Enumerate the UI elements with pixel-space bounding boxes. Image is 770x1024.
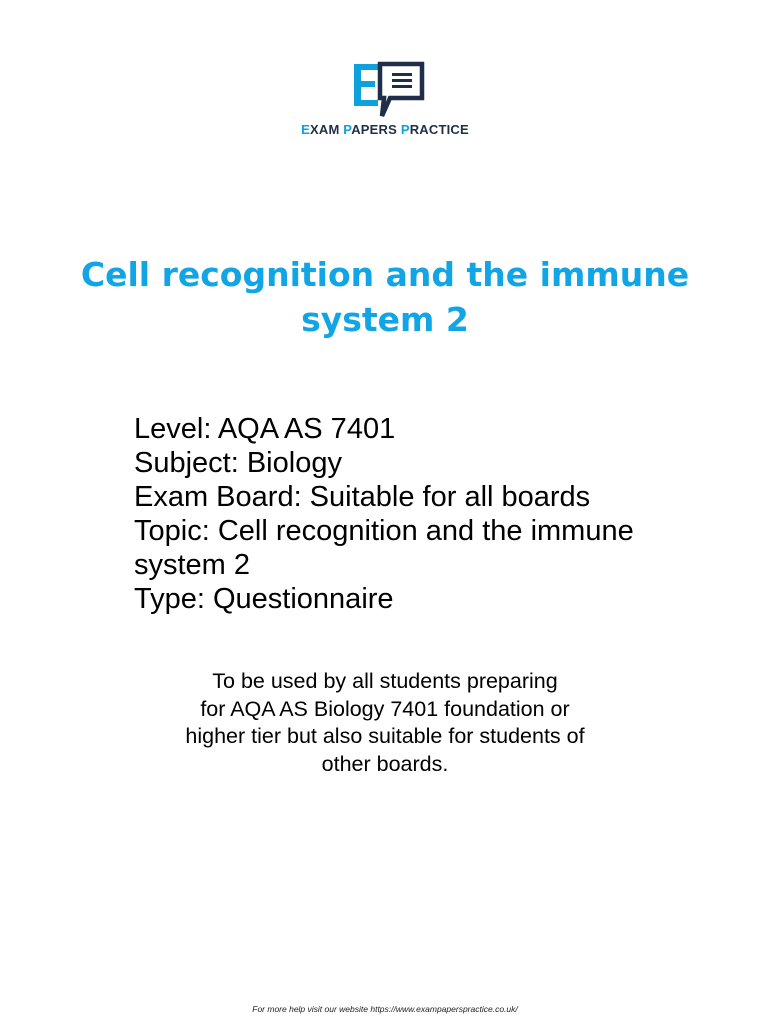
detail-topic: Topic: Cell recognition and the immune xyxy=(134,515,634,547)
usage-note-line-2: for AQA AS Biology 7401 foundation or xyxy=(200,696,570,721)
usage-note-line-4: other boards. xyxy=(321,751,449,776)
footer-website-note: For more help visit our website https://www.exampaperspractice.co.uk/ xyxy=(252,1004,518,1014)
speech-bubble-document-icon xyxy=(340,58,430,120)
usage-note-line-3: higher tier but also suitable for students of xyxy=(185,724,585,748)
brand-letter-p2: P xyxy=(400,122,410,137)
brand-letter-e: E xyxy=(301,122,310,137)
detail-level: Level: AQA AS 7401 xyxy=(134,413,396,445)
document-title xyxy=(40,252,730,342)
detail-topic-continued: system 2 xyxy=(134,549,251,581)
brand-word-practice: RACTICE xyxy=(409,122,469,137)
detail-type: Type: Questionnaire xyxy=(134,583,394,615)
usage-note-line-1: To be used by all students preparing xyxy=(212,669,558,693)
detail-subject: Subject: Biology xyxy=(134,447,342,479)
brand-word-exam: XAM xyxy=(309,122,344,137)
document-details xyxy=(134,412,734,616)
title-line-1: Cell recognition and the immune xyxy=(80,255,690,294)
title-line-2: system 2 xyxy=(301,300,469,339)
brand-letter-p: P xyxy=(343,122,352,137)
detail-exam-board: Exam Board: Suitable for all boards xyxy=(134,481,591,513)
brand-name xyxy=(0,122,770,137)
brand-word-papers: APERS xyxy=(351,122,401,137)
brand-logo xyxy=(0,58,770,137)
usage-note xyxy=(120,668,650,778)
